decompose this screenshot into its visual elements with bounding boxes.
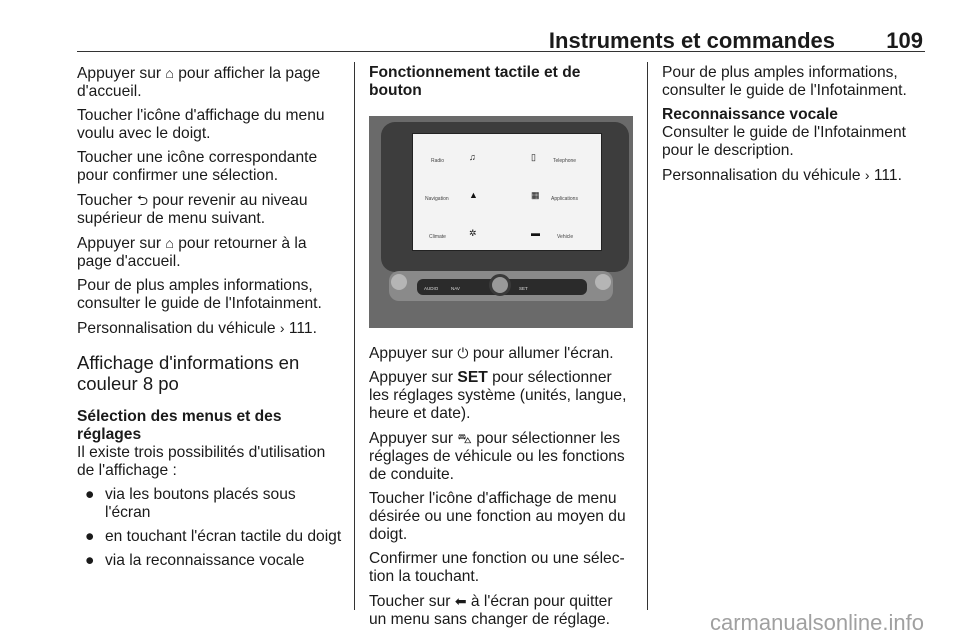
paragraph: Consulter le guide de l'Infotainment pour le description. <box>662 124 906 159</box>
page-header <box>77 26 925 52</box>
subsection-heading: Sélection des menus et des réglages <box>77 408 282 443</box>
list-item: ● en touchant l'écran tactile du doigt <box>85 528 342 545</box>
screen-label-navigation: Navigation <box>425 196 449 202</box>
bullet-icon: ● <box>85 528 95 545</box>
bullet-icon: ● <box>85 552 95 569</box>
section-heading: Affichage d'informations en couleur 8 po <box>77 352 300 394</box>
side-button <box>595 274 611 290</box>
page-reference[interactable]: 111. <box>288 320 317 337</box>
paragraph: Toucher ⮌ pour revenir au niveau supérieur de menu suivant. <box>77 192 308 227</box>
return-arrow-icon: ⬅ <box>454 593 467 609</box>
set-button: SET <box>519 286 528 291</box>
climate-icon: ✲ <box>469 228 477 238</box>
display-screen <box>412 133 602 251</box>
power-knob <box>489 274 511 296</box>
paragraph: Toucher une icône correspondante pour confirmer une sélection. <box>77 149 318 184</box>
paragraph: Appuyer sur ⌂ pour afficher la page d'accueil. <box>77 65 321 100</box>
phone-icon: ▯ <box>531 152 536 162</box>
paragraph: Toucher sur ⬅ à l'écran pour quitter un menu sans changer de réglage. <box>369 593 613 628</box>
page-title: Instruments et commandes <box>548 28 835 53</box>
screen-label-applications: Applications <box>551 196 578 202</box>
screen-label-climate: Climate <box>429 234 446 240</box>
infotainment-photo <box>369 116 633 328</box>
screen-label-radio: Radio <box>431 158 445 164</box>
paragraph: Toucher l'icône d'affichage de menu désirée ou une fonction au moyen du doigt. <box>369 490 626 543</box>
paragraph: Appuyer sur ⌂ pour retourner à la page d'accueil. <box>77 235 307 270</box>
reference-arrow-icon: › <box>864 167 870 183</box>
side-button <box>391 274 407 290</box>
paragraph: Appuyer sur ⛍ pour sélectionner les réglages de véhicule ou les fonctions de conduite. <box>369 430 625 483</box>
paragraph: Appuyer sur SET pour sélectionner les réglages système (unités, langue, heure et date). <box>369 369 627 422</box>
subsection-heading: Fonctionnement tactile et de bouton <box>369 64 581 99</box>
subsection-heading: Reconnaissance vocale <box>662 106 838 123</box>
power-icon: ⏻ <box>457 345 469 361</box>
back-icon: ⮌ <box>136 192 149 208</box>
paragraph: Pour de plus amples informations, consulter le guide de l'Infotainment. <box>662 64 907 99</box>
paragraph: Appuyer sur ⏻ pour allumer l'écran. <box>369 345 614 362</box>
navigation-icon: ▲ <box>469 190 478 200</box>
paragraph: Personnalisation du véhicule › 111. <box>77 320 317 337</box>
column-1 <box>77 64 342 576</box>
music-icon: ♫ <box>469 152 476 162</box>
set-label: SET <box>457 369 488 386</box>
home-icon: ⌂ <box>165 235 174 251</box>
paragraph: Pour de plus amples informations, consulter le guide de l'Infotainment. <box>77 277 322 312</box>
home-icon: ⌂ <box>165 65 174 81</box>
paragraph: Il existe trois possibilités d'utilisation de l'affichage : <box>77 444 326 479</box>
column-divider <box>354 62 355 610</box>
paragraph: Toucher l'icône d'affichage du menu voulu avec le doigt. <box>77 107 325 142</box>
audio-button: AUDIO <box>424 286 439 291</box>
paragraph: Personnalisation du véhicule › 111. <box>662 167 902 184</box>
car-icon: ⛍ <box>457 430 472 446</box>
column-2 <box>369 64 634 635</box>
watermark: carmanualsonline.info <box>709 610 924 635</box>
paragraph: Confirmer une fonction ou une sélec- tion la touchant. <box>369 550 625 585</box>
list-item: ● via les boutons placés sous l'écran <box>85 486 296 521</box>
screen-label-telephone: Telephone <box>553 158 577 164</box>
reference-arrow-icon: › <box>279 320 285 336</box>
vehicle-icon: ▬ <box>531 228 540 238</box>
list-item: ● via la reconnaissance vocale <box>85 552 305 569</box>
bullet-icon: ● <box>85 486 95 503</box>
page-reference[interactable]: 111. <box>873 167 902 184</box>
applications-icon: ▦ <box>531 190 540 200</box>
bullet-list <box>77 486 342 570</box>
nav-button: NAV <box>451 286 460 291</box>
column-3 <box>662 64 927 191</box>
screen-label-vehicle: Vehicle <box>557 234 574 240</box>
column-divider <box>647 62 648 610</box>
page-number: 109 <box>886 28 923 53</box>
